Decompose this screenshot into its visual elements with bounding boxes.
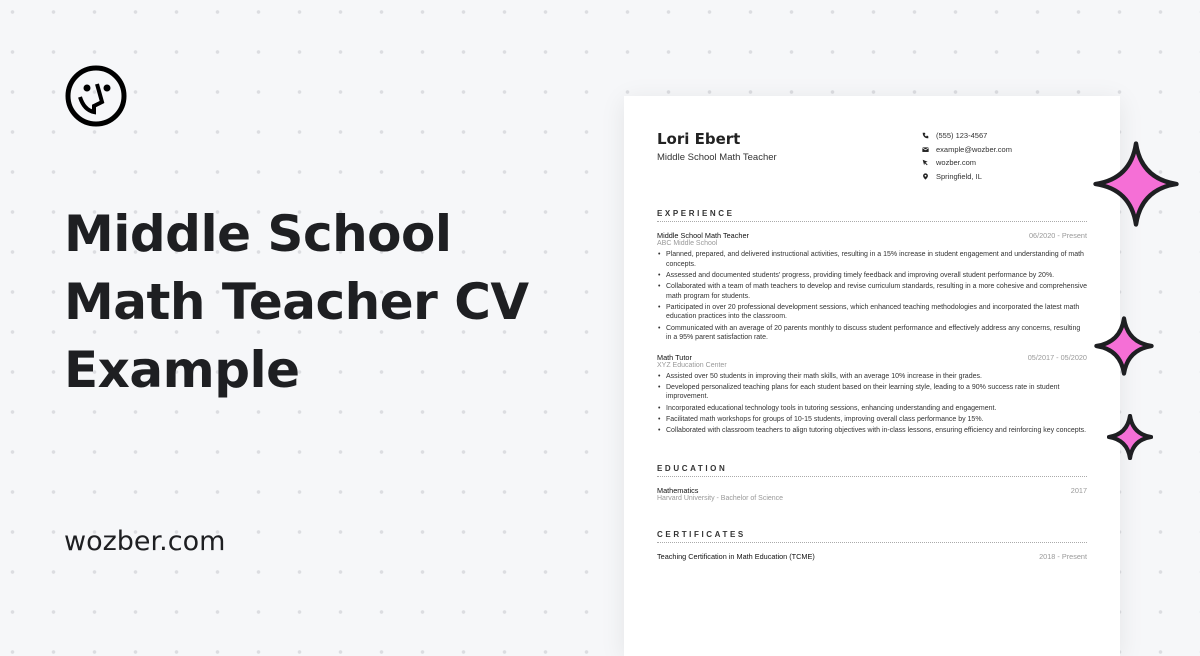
location-icon xyxy=(922,173,929,180)
job-org: XYZ Education Center xyxy=(657,361,727,369)
certificate-title: Teaching Certification in Math Education (TCME) xyxy=(657,551,815,561)
job-bullet: • Facilitated math workshops for groups of 10-15 students, improving overall class performance by 15%. xyxy=(657,415,1087,425)
site-link[interactable]: wozber.com xyxy=(64,526,226,557)
job-bullet: • Planned, prepared, and delivered instructional activities, resulting in a 15% increase in student engagement and understanding of math concepts. xyxy=(657,250,1087,269)
job-bullet: • Collaborated with a team of math teachers to develop and revise curriculum standards, resulting in a more cohesive and comprehensive math program for students. xyxy=(657,282,1087,301)
job-bullet: • Communicated with an average of 20 parents monthly to discuss student performance and effectively address any concerns, resulting in a 95% parent satisfaction rate. xyxy=(657,324,1087,343)
certificate-date: 2018 - Present xyxy=(1039,551,1087,561)
job-entry xyxy=(657,231,1087,343)
headline-line: Example xyxy=(64,341,300,399)
certificates-heading: CERTIFICATES xyxy=(657,530,1087,543)
wozber-logo[interactable] xyxy=(64,64,128,128)
job-bullet: • Developed personalized teaching plans for each student based on their learning style, leading to a 90% success rate in student improvement. xyxy=(657,383,1087,402)
education-date: 2017 xyxy=(1070,485,1087,495)
sparkle-icon xyxy=(1092,140,1180,228)
cv-preview xyxy=(624,96,1120,656)
contact-location: Springfield, IL xyxy=(936,171,982,181)
job-bullet: • Incorporated educational technology tools in tutoring sessions, enhancing understanding and engagement. xyxy=(657,404,1087,414)
experience-heading: EXPERIENCE xyxy=(657,209,1087,222)
job-date: 05/2017 - 05/2020 xyxy=(1027,352,1087,362)
job-title: Math Tutor xyxy=(657,352,692,362)
job-bullet: • Participated in over 20 professional development sessions, which enhanced teaching methodologies and incorporated the latest math education practices into the classroom. xyxy=(657,303,1087,322)
contact-phone: (555) 123-4567 xyxy=(936,131,988,141)
phone-icon xyxy=(922,132,929,139)
contact-email: example@wozber.com xyxy=(936,144,1012,154)
cursor-icon xyxy=(922,159,929,166)
job-title: Middle School Math Teacher xyxy=(657,231,749,240)
headline-line: Math Teacher CV xyxy=(64,273,529,331)
headline-line: Middle School xyxy=(64,205,452,263)
sparkle-icon xyxy=(1094,316,1154,376)
job-entry xyxy=(657,353,1087,436)
cv-role: Middle School Math Teacher xyxy=(657,152,777,163)
job-date: 06/2020 - Present xyxy=(1028,231,1087,240)
mail-icon xyxy=(922,146,929,153)
education-heading: EDUCATION xyxy=(657,464,1087,477)
contact-website: wozber.com xyxy=(936,158,977,168)
job-bullet: • Assessed and documented students' progress, providing timely feedback and improving overall student performance by 20%. xyxy=(657,271,1087,281)
sparkle-icon xyxy=(1107,414,1153,460)
contact-list xyxy=(922,129,1012,183)
job-org: ABC Middle School xyxy=(657,240,718,247)
job-bullet: • Assisted over 50 students in improving their math skills, with an average 10% increase in their grades. xyxy=(657,372,1087,382)
education-title: Mathematics xyxy=(657,485,699,495)
education-org: Harvard University - Bachelor of Science xyxy=(657,494,784,502)
page-headline xyxy=(64,200,529,404)
cv-name: Lori Ebert xyxy=(657,130,741,148)
job-bullet: • Collaborated with classroom teachers to align tutoring objectives with in-class lessons, ensuring efficiency and reinforcing key concepts. xyxy=(657,426,1087,436)
